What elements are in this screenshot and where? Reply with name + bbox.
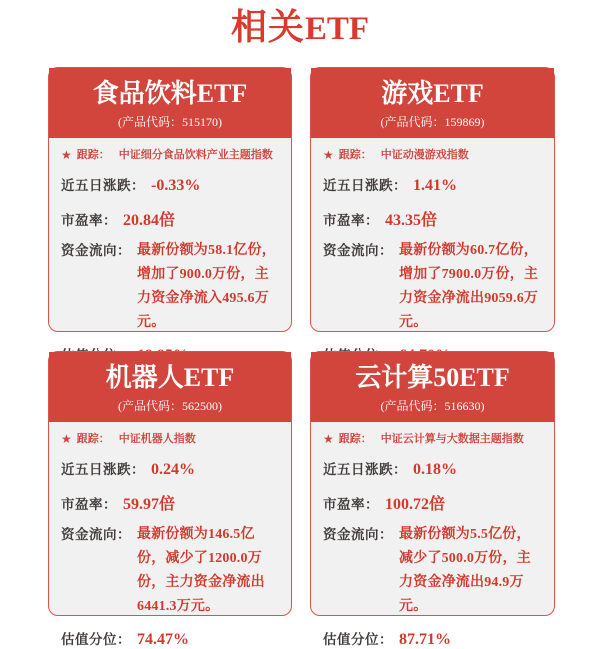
- etf-name-latin: 50ETF: [433, 363, 510, 392]
- valuation-row: [323, 628, 544, 649]
- capital-flow-label: 资金流向：: [323, 243, 393, 258]
- pe-ratio-row: [61, 207, 281, 230]
- product-code: (产品代码：159869): [380, 115, 485, 129]
- tracked-index-name: 中证云计算与大数据主题指数: [380, 433, 524, 445]
- capital-flow-text: 最新份额为146.5亿份，减少了1200.0万份，主力资金净流出6441.3万元。: [137, 527, 265, 614]
- etf-card-food-beverage: [48, 67, 292, 332]
- star-icon: ★: [323, 148, 334, 162]
- etf-name: [49, 360, 291, 395]
- pe-ratio-row: [323, 207, 544, 230]
- pe-ratio-label: 市盈率：: [323, 497, 379, 512]
- track-label: 跟踪：: [338, 433, 372, 445]
- star-icon: ★: [323, 432, 334, 446]
- etf-name-cn: 食品饮料: [92, 78, 197, 108]
- change-5d-label: 近五日涨跌：: [323, 178, 407, 193]
- card-header: [49, 352, 291, 422]
- pe-ratio-value: [123, 207, 175, 230]
- change-5d-label: 近五日涨跌：: [61, 462, 145, 477]
- capital-flow-label: 资金流向：: [61, 527, 131, 542]
- etf-name-cn: 机器人: [105, 362, 184, 392]
- capital-flow-text: 最新份额为58.1亿份，增加了900.0万份，主力资金净流入495.6万元。: [137, 243, 276, 330]
- star-icon: ★: [61, 432, 72, 446]
- change-5d-value: 0.18%: [413, 461, 457, 478]
- tracked-index-line: [323, 432, 544, 446]
- tracked-index-line: [61, 432, 281, 446]
- capital-flow-row: [323, 239, 544, 335]
- page-title-cn: 相关: [230, 6, 305, 47]
- etf-name-cn: 游戏: [381, 78, 434, 108]
- pe-ratio-number: 100.72: [385, 496, 429, 513]
- track-label: 跟踪：: [76, 433, 110, 445]
- page-title-latin: ETF: [304, 11, 370, 47]
- etf-card-grid: [48, 67, 555, 648]
- pe-ratio-value: [123, 491, 175, 514]
- track-label: 跟踪：: [338, 149, 372, 161]
- card-header: [49, 68, 291, 138]
- pe-ratio-row: [61, 491, 281, 514]
- pe-ratio-number: 43.35: [385, 212, 421, 229]
- tracked-index-name: 中证动漫游戏指数: [380, 149, 469, 161]
- etf-name-cn: 云计算: [355, 362, 434, 392]
- card-header: [311, 68, 554, 138]
- pe-ratio-label: 市盈率：: [61, 213, 117, 228]
- pe-ratio-unit: 倍: [421, 212, 438, 229]
- capital-flow-label: 资金流向：: [61, 243, 131, 258]
- valuation-label: 估值分位：: [323, 632, 393, 647]
- pe-ratio-unit: 倍: [159, 212, 176, 229]
- card-body: [311, 138, 554, 365]
- card-body: [311, 422, 554, 649]
- capital-flow-row: [61, 239, 281, 335]
- page-title: [0, 0, 600, 52]
- pe-ratio-value: [385, 207, 437, 230]
- change-5d-label: 近五日涨跌：: [323, 462, 407, 477]
- etf-name-latin: ETF: [433, 79, 484, 108]
- etf-card-cloud-computing-50: [310, 351, 555, 648]
- product-code: (产品代码：515170): [118, 115, 222, 129]
- change-5d-row: [323, 174, 544, 195]
- etf-card-robot: [48, 351, 292, 648]
- change-5d-value: 1.41%: [413, 177, 457, 194]
- tracked-index-line: [323, 148, 544, 162]
- etf-name-latin: ETF: [183, 363, 235, 392]
- pe-ratio-number: 59.97: [123, 496, 159, 513]
- pe-ratio-value: [385, 491, 445, 514]
- pe-ratio-unit: 倍: [429, 496, 446, 513]
- etf-card-gaming: [310, 67, 555, 332]
- pe-ratio-number: 20.84: [123, 212, 159, 229]
- etf-name: [311, 360, 554, 395]
- valuation-value: 87.71%: [399, 631, 451, 648]
- pe-ratio-unit: 倍: [159, 496, 176, 513]
- etf-name: [49, 76, 291, 111]
- product-code: (产品代码：562500): [118, 399, 222, 413]
- capital-flow-text: 最新份额为60.7亿份，增加了7900.0万份，主力资金净流出9059.6万元。: [399, 243, 539, 330]
- valuation-label: 估值分位：: [61, 632, 131, 647]
- change-5d-label: 近五日涨跌：: [61, 178, 145, 193]
- product-code: (产品代码：516630): [380, 399, 485, 413]
- pe-ratio-label: 市盈率：: [61, 497, 117, 512]
- card-body: [49, 138, 291, 365]
- card-body: [49, 422, 291, 649]
- card-header: [311, 352, 554, 422]
- star-icon: ★: [61, 148, 72, 162]
- etf-name: [311, 76, 554, 111]
- pe-ratio-label: 市盈率：: [323, 213, 379, 228]
- change-5d-row: [323, 458, 544, 479]
- valuation-value: 74.47%: [137, 631, 189, 648]
- capital-flow-row: [61, 523, 281, 619]
- capital-flow-label: 资金流向：: [323, 527, 393, 542]
- tracked-index-name: 中证细分食品饮料产业主题指数: [118, 149, 273, 161]
- change-5d-row: [61, 458, 281, 479]
- change-5d-row: [61, 174, 281, 195]
- change-5d-value: -0.33%: [151, 177, 201, 194]
- capital-flow-row: [323, 523, 544, 619]
- track-label: 跟踪：: [76, 149, 110, 161]
- etf-name-latin: ETF: [196, 79, 248, 108]
- tracked-index-name: 中证机器人指数: [118, 433, 196, 445]
- valuation-row: [61, 628, 281, 649]
- tracked-index-line: [61, 148, 281, 162]
- pe-ratio-row: [323, 491, 544, 514]
- change-5d-value: 0.24%: [151, 461, 195, 478]
- capital-flow-text: 最新份额为5.5亿份，减少了500.0万份，主力资金净流出94.9万元。: [399, 527, 531, 614]
